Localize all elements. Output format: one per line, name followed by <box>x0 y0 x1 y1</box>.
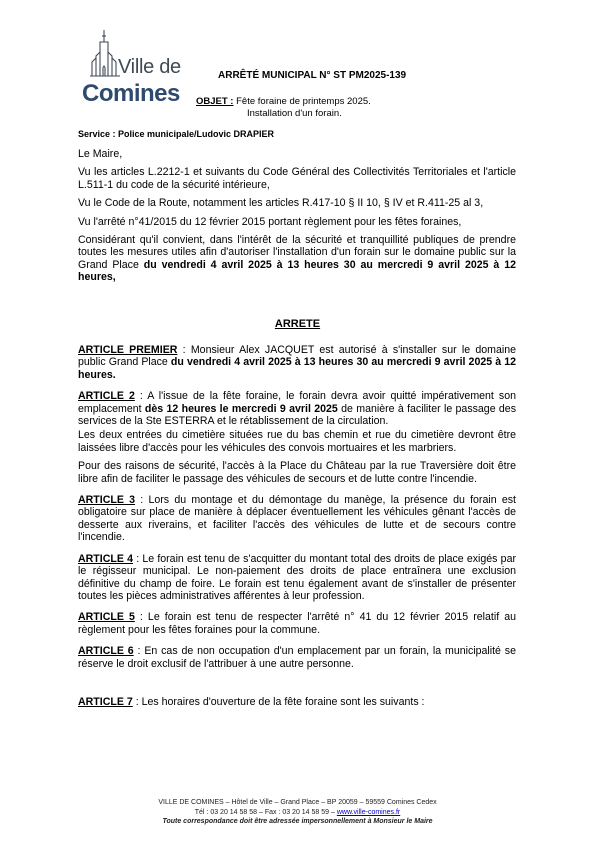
article-1-text: : Monsieur Alex JACQUET est autorisé à s'installer sur le domaine public Grand Place <box>78 344 516 369</box>
article-2-date: dès 12 heures le mercredi 9 avril 2025 <box>141 402 338 415</box>
logo-ville-de: Ville de <box>118 56 181 78</box>
considerant-dates: du vendredi 4 avril 2025 à 13 heures 30 au mercredi 9 avril 2025 à 12 heures, <box>78 258 516 284</box>
page-footer <box>0 798 595 827</box>
article-4-label: ARTICLE 4 <box>78 552 133 565</box>
vu-arrete-2015: Vu l'arrêté n°41/2015 du 12 février 2015 portant règlement pour les fêtes foraines, <box>78 215 462 228</box>
article-6-label: ARTICLE 6 <box>78 645 134 658</box>
objet-block <box>196 96 371 119</box>
footer-website-link[interactable]: www.ville-comines.fr <box>336 808 401 816</box>
logo-comines: Comines <box>82 80 180 107</box>
article-2-cemetery: Les deux entrées du cimetière situées rue du bas chemin et rue du cimetière devront être laissées libre d'accès pour les véhicules des convois mortuaires et les marbriers. <box>78 429 516 454</box>
article-7-text: : Les horaires d'ouverture de la fête foraine sont les suivants : <box>132 695 425 708</box>
article-5-label: ARTICLE 5 <box>78 611 135 624</box>
preamble <box>78 148 516 284</box>
article-5-text: : Le forain est tenu de respecter l'arrêté n° 41 du 12 février 2015 relatif au règlement pour les fêtes foraines pour la commune. <box>78 611 516 636</box>
article-1-label: ARTICLE PREMIER <box>78 344 178 356</box>
vu-cgct: Vu les articles L.2212-1 et suivants du Code Général des Collectivités Territoriales et l'article L.511-1 du code de la sécurité intérieure, <box>78 166 516 191</box>
objet-label: OBJET : <box>196 96 234 107</box>
considerant-text: Considérant qu'il convient, dans l'intérêt de la sécurité et tranquillité publiques de prendre toutes les mesures utiles afin d'autoriser l'installation d'un forain sur le domaine public sur la Grand Place <box>78 234 516 271</box>
footer-contact <box>0 808 595 818</box>
vu-code-route: Vu le Code de la Route, notamment les articles R.417-10 § II 10, § IV et R.411-25 al 3, <box>78 197 484 210</box>
article-4-text: : Le forain est tenu de s'acquitter du montant total des droits de place exigés par le régisseur municipal. Le non-paiement des droits de place entraînera une exclusion définitive du champ de foire. Le forain est tenu également avant de s'installer de présenter toutes les pièces administratives afférentes à leur profession. <box>78 552 516 602</box>
article-2-label: ARTICLE 2 <box>78 390 135 403</box>
article-7-label: ARTICLE 7 <box>78 695 133 708</box>
city-logo <box>82 28 192 108</box>
footer-phone-fax: Tél : 03 20 14 58 58 – Fax : 03 20 14 58 59 – <box>194 808 335 816</box>
objet-line1: Fête foraine de printemps 2025. <box>236 96 371 107</box>
article-1 <box>78 344 516 381</box>
article-6-text: : En cas de non occupation d'un emplacement par un forain, la municipalité se réserve le droit exclusif de l'attribuer à une autre personne. <box>78 645 516 670</box>
article-1-dates: du vendredi 4 avril 2025 à 13 heures 30 au mercredi 9 avril 2025 à 12 heures. <box>78 356 516 381</box>
considerant <box>78 234 516 284</box>
le-maire: Le Maire, <box>78 148 123 160</box>
article-3-text: : Lors du montage et du démontage du manège, la présence du forain est obligatoire sur place de manière à déplacer éventuellement les véhicules gênant l'accès de desserte aux riverains, et faciliter l'accès des véhicules de lutte et de secours contre l'incendie. <box>78 494 516 544</box>
service-line: Service : Police municipale/Ludovic DRAPIER <box>78 129 275 139</box>
article-6 <box>78 645 516 670</box>
arrete-heading: ARRETE <box>274 318 321 330</box>
article-2-text2: de manière à faciliter le passage des services de la Ste ESTERRA et le rétablissement de la circulation. <box>78 402 516 428</box>
articles <box>78 344 516 708</box>
article-3 <box>78 494 516 544</box>
footer-correspondence-note: Toute correspondance doit être adressée impersonnellement à Monsieur le Maire <box>162 818 433 825</box>
article-4 <box>78 553 516 603</box>
article-3-label: ARTICLE 3 <box>78 494 136 507</box>
article-5 <box>78 611 516 636</box>
decree-title: ARRÊTÉ MUNICIPAL N° ST PM2025-139 <box>218 70 407 81</box>
article-2-security: Pour des raisons de sécurité, l'accès à la Place du Château par la rue Traversière doit être libre afin de faciliter le passage des véhicules de secours et de lutte contre l'incendie. <box>78 460 516 485</box>
article-2-text1: : A l'issue de la fête foraine, le forain devra avoir quitté impérativement son emplacement <box>78 390 516 415</box>
article-7 <box>78 696 516 708</box>
objet-line2: Installation d'un forain. <box>247 107 342 119</box>
footer-address: VILLE DE COMINES – Hôtel de Ville – Grand Place – BP 20059 – 59559 Comines Cedex <box>158 799 437 806</box>
article-2 <box>78 390 516 427</box>
